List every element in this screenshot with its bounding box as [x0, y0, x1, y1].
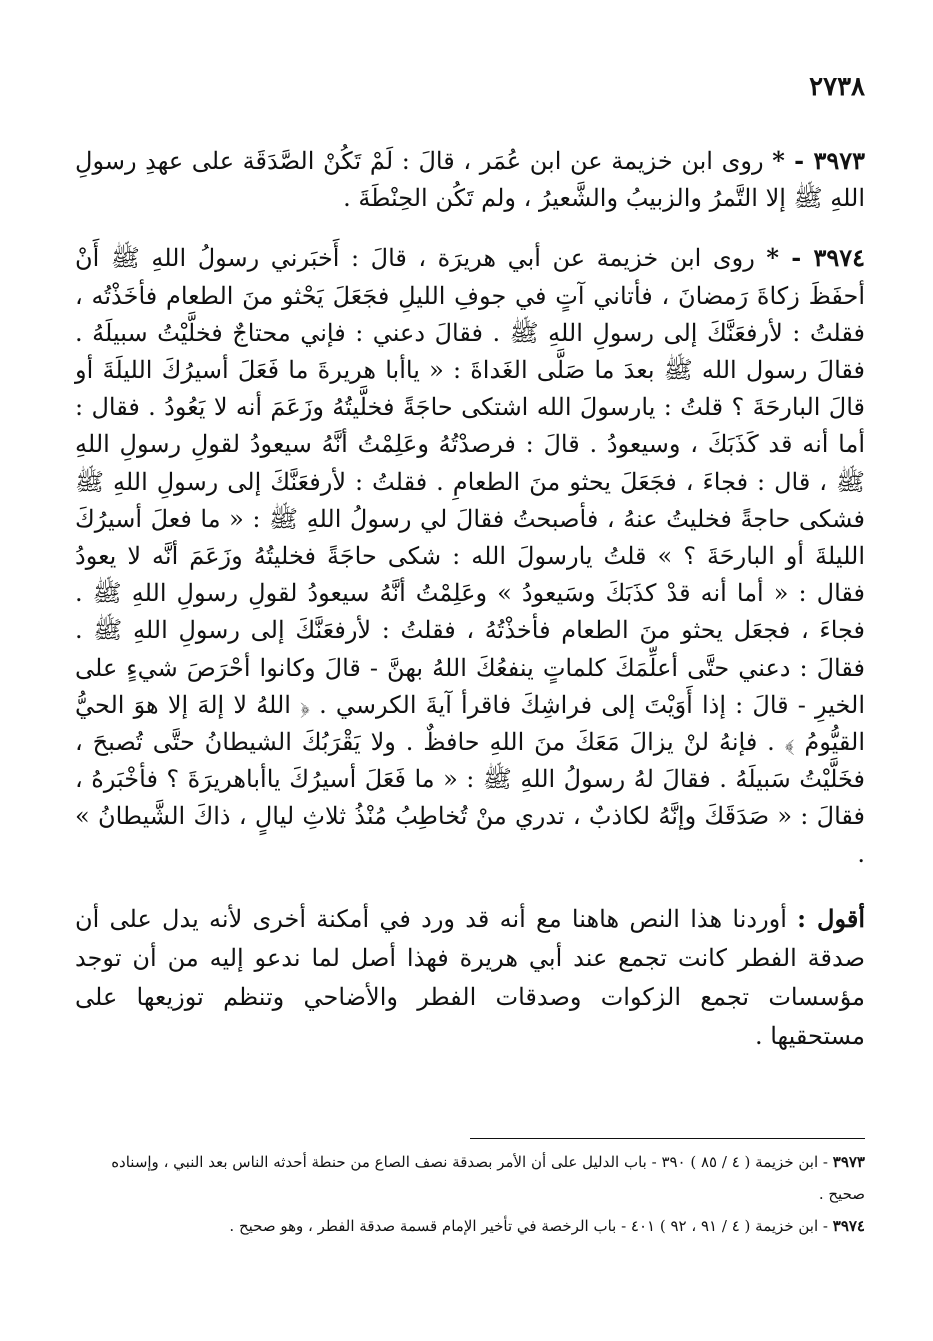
page-number: ٢٧٣٨: [809, 72, 865, 102]
footnote-3974: [75, 1210, 865, 1242]
hadith-text: روى ابن خزيمة عن ابن عُمَر ، قالَ : لَمْ تَكُنْ الصَّدَقَة على عهدِ رسولِ اللهِ ﷺ إلا التَّمرُ والزبيبُ والشَّعيرُ ، ولم تَكُن الحِنْطَةَ .: [75, 147, 865, 213]
footnotes: [75, 1146, 865, 1242]
book-page: [75, 70, 865, 1310]
footnote-3973: [75, 1146, 865, 1210]
footnote-number: ٣٩٧٣: [832, 1153, 865, 1171]
hadith-3973: [75, 142, 865, 217]
footnote-text: - ابن خزيمة ( ٤ / ٩١ ، ٩٢ ) ٤٠١ - باب الرخصة في تأخير الإمام قسمة صدقة الفطر ، وهو صحيح .: [229, 1217, 828, 1235]
commentary-label: أقول :: [797, 903, 865, 933]
footnote-divider: [470, 1138, 865, 1139]
footnote-number: ٣٩٧٤: [832, 1217, 865, 1235]
commentary-text: أوردنا هذا النص هاهنا مع أنه قد ورد في أمكنة أخرى لأنه يدل على أن صدقة الفطر كانت تجمع عند أبي هريرة فهذا أصل لما ندعو إليه من أن توجد مؤسسات تجمع الزكوات وصدقات الفطر والأضاحي وتنظم توزيعها على مستحقيها .: [75, 904, 865, 1050]
hadith-number: ٣٩٧٤ - *: [766, 243, 865, 273]
author-commentary: [75, 899, 865, 1056]
hadith-number: ٣٩٧٣ - *: [772, 146, 866, 175]
hadith-text: روى ابن خزيمة عن أبي هريرَة ، قالَ : أَخبَرني رسولُ اللهِ ﷺ أَنْ أحفَظَ زكاةَ رَمضانَ ، فأتاني آتٍ في جوفِ الليلِ فجَعَلَ يَحْثو منَ الطعام فأخَذْتُه ، فقلتُ : لأرفعَنَّكَ إلى رسولِ اللهِ ﷺ . فقالَ دعني : فإني محتاجٌ فخلَّيْتُ سبيلَهُ . فقالَ رسول الله ﷺ بعدَ ما صَلَّى الغَداةَ : « ياأبا هريرةَ ما فَعَلَ أسيرُكَ الليلَةَ أو قالَ البارحَةَ ؟ قلتُ : يارسولَ الله اشتكى حاجَةً فخلَّيتُهُ وزَعَمَ أنه لا يَعُودُ . فقال : أما أنه قد كَذَبَكَ ، وسيعودُ . قالَ : فرصدْتُهُ وعَلِمْتُ أنَّهُ سيعودُ لقولِ رسولِ اللهِ ﷺ ، قال : فجاءَ ، فجَعَلَ يحثو منَ الطعامِ . فقلتُ : لأرفعَنَّكَ إلى رسولِ اللهِ ﷺ فشكى حاجةً فخليتُ عنهُ ، فأصبحتُ فقالَ لي رسولُ اللهِ ﷺ : « ما فعلَ أسيرُكَ الليلةَ أو البارحَةَ ؟ » قلتُ يارسولَ الله : شكى حاجَةً فخليتُهُ وزَعَمَ أنَّه لا يعودُ فقال : « أما أنه قدْ كذَبَكَ وسَيعودُ » وعَلِمْتُ أنَّهُ سيعودُ لقولِ رسولِ اللهِ ﷺ . فجاءَ ، فجعَل يحثو منَ الطعام فأخذْتُهُ ، فقلتُ : لأرفعَنَّكَ إلى رسولِ اللهِ ﷺ . فقالَ : دعني حتَّى أعلِّمَكَ كلماتٍ ينفعُكَ اللهُ بهنَّ - قالَ وكانوا أحْرَصَ شيءٍ على الخيرِ - قالَ : إذا أَوَيْتَ إلى فراشِكَ فاقرأ آيةَ الكرسي . ﴿ اللهُ لا إلهَ إلا هوَ الحيُّ القيُّومُ ﴾ . فإنهُ لنْ يزالَ مَعَكَ منَ اللهِ حافظٌ . ولا يَقْرَبُكَ الشيطانُ حتَّى تُصبحَ ، فخَلَّيْتُ سَبيلَهُ . فقالَ لهُ رسولُ اللهِ ﷺ : « ما فَعَلَ أسيرُكَ ياأباهريرَةَ ؟ فأخْبَرهُ ، فقالَ : « صَدَقَكَ وإنَّهُ لكاذبٌ ، تدري منْ تُخاطِبُ مُنْذُ ثلاثِ ليالٍ ، ذاكَ الشَّيطانُ » .: [75, 244, 866, 868]
footnote-text: - ابن خزيمة ( ٤ / ٨٥ ) ٣٩٠ - باب الدليل على أن الأمر بصدقة نصف الصاع من حنطة أحدثه الناس بعد النبي ، وإسناده صحيح .: [111, 1153, 865, 1203]
hadith-3974: [75, 239, 865, 872]
